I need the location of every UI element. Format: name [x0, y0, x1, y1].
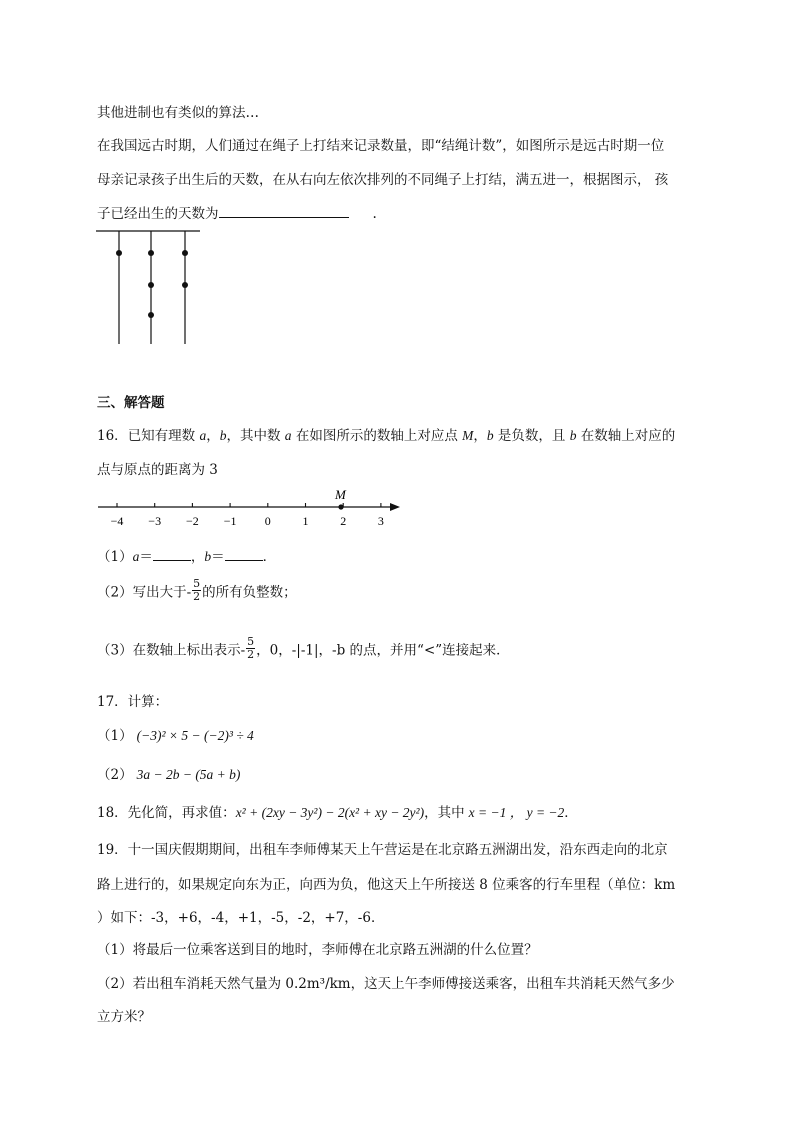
part-text: （3）在数轴上标出表示-: [97, 642, 246, 659]
q19-part-2-b: 立方米？: [97, 1009, 151, 1025]
tick-label: −2: [186, 514, 199, 528]
q16-part-1: [97, 545, 276, 565]
tick-label: −3: [148, 514, 162, 528]
point-M: [338, 504, 343, 509]
intro-line-4-period: .: [372, 206, 377, 222]
q19-line-3: ）如下：-3，+6，-4，+1，-5，-2，+7，-6．: [97, 910, 385, 926]
var-b: b: [569, 428, 577, 443]
intro-line-1: 其他进制也有类似的算法…: [97, 105, 259, 121]
label-M: M: [335, 487, 346, 502]
q19-part-1: （1）将最后一位乘客送到目的地时，李师傅在北京路五洲湖的什么位置？: [97, 942, 538, 958]
var-a: a: [199, 428, 207, 443]
part-text: 的所有负整数；: [202, 584, 297, 601]
axis-arrow-icon: [390, 503, 400, 511]
var-b: b: [219, 428, 227, 443]
q18-text: ，其中: [424, 805, 465, 821]
knot: [148, 250, 154, 256]
part-label: （2）: [97, 767, 133, 783]
knot: [148, 282, 154, 288]
equals-sign: ＝: [139, 549, 153, 565]
q16-text: 在如图所示的数轴上对应点: [291, 428, 463, 444]
fraction-denominator: 2: [247, 648, 255, 661]
expression: x² + (2xy − 3y²) − 2(x² + xy − 2y²): [235, 805, 425, 820]
fraction-numerator: 5: [193, 577, 201, 590]
q16-number: 16．: [97, 428, 128, 444]
part-label: （1）: [97, 549, 133, 565]
q16-text: ，其中数: [226, 428, 285, 444]
tick-label: −1: [223, 514, 237, 528]
knot: [182, 282, 188, 288]
knot: [182, 250, 188, 256]
period: ．: [564, 805, 578, 821]
var-a: a: [284, 428, 292, 443]
q18-text: 18．先化简，再求值：: [97, 805, 236, 821]
q16-line-2: 点与原点的距离为 3: [97, 462, 218, 478]
q16-text: 是负数，且: [493, 428, 570, 444]
section-title: 三、解答题: [97, 395, 165, 411]
q17-title: 17．计算：: [97, 694, 169, 710]
q16-part-3: [97, 636, 510, 661]
fraction-five-halves: [192, 578, 201, 603]
q16-text: 已知有理数: [127, 428, 200, 444]
tick-label: 2: [340, 514, 347, 528]
knot-rope-figure: [96, 229, 206, 347]
intro-line-2: 在我国远古时期，人们通过在绳子上打结来记录数量，即“结绳计数”，如图所示是远古时期一位: [97, 138, 665, 154]
answer-blank-b[interactable]: [225, 559, 263, 561]
expression: (−3)² × 5 − (−2)³ ÷ 4: [136, 728, 254, 743]
q16-text: 在数轴上对应的: [576, 428, 676, 444]
separator: ，: [190, 549, 205, 565]
knot: [116, 250, 122, 256]
fraction-five-halves: [246, 636, 255, 661]
q17-part-1: [97, 724, 254, 744]
fraction-denominator: 2: [193, 590, 201, 603]
q16-part-2: [97, 578, 297, 603]
q16-line-1: [97, 424, 675, 444]
intro-line-4: [97, 202, 377, 222]
fraction-numerator: 5: [247, 635, 255, 648]
tick-label: −4: [110, 514, 124, 528]
q19-part-2-a: （2）若出租车消耗天然气量为 0.2m³/km，这天上午李师傅接送乘客，出租车共消耗天然气多少: [97, 976, 675, 992]
q19-line-1: 19．十一国庆假期期间，出租车李师傅某天上午营运是在北京路五洲湖出发，沿东西走向的北京: [97, 842, 668, 858]
part-text: （2）写出大于-: [97, 584, 192, 601]
answer-blank-a[interactable]: [153, 559, 191, 561]
var-M: M: [462, 428, 474, 443]
var-b: b: [486, 428, 494, 443]
var-b: b: [204, 549, 212, 564]
period: ．: [262, 549, 277, 565]
knot: [148, 312, 154, 318]
intro-line-3: 母亲记录孩子出生后的天数，在从右向左依次排列的不同绳子上打结，满五进一，根据图示， 孩: [97, 172, 669, 188]
part-text: ，0，-|-1|，-b 的点，并用“<”连接起来．: [256, 642, 510, 659]
number-line: [96, 486, 406, 532]
equals-sign: ＝: [211, 549, 225, 565]
intro-line-4-text: 子已经出生的天数为: [97, 206, 219, 222]
q17-part-2: [97, 763, 240, 783]
part-label: （1）: [97, 728, 133, 744]
tick-label: 0: [264, 514, 271, 528]
q18-line: [97, 801, 578, 821]
q16-text: ，: [473, 428, 487, 444]
q16-text: ，: [206, 428, 220, 444]
q19-line-2: 路上进行的，如果规定向东为正，向西为负，他这天上午所接送 8 位乘客的行车里程（单位：km: [97, 877, 676, 893]
var-a: a: [132, 549, 140, 564]
tick-label: 3: [377, 514, 384, 528]
answer-blank-days[interactable]: [219, 216, 349, 218]
condition: x = −1 ， y = −2: [468, 805, 565, 820]
tick-label: 1: [302, 514, 309, 528]
expression: 3a − 2b − (5a + b): [136, 767, 241, 782]
